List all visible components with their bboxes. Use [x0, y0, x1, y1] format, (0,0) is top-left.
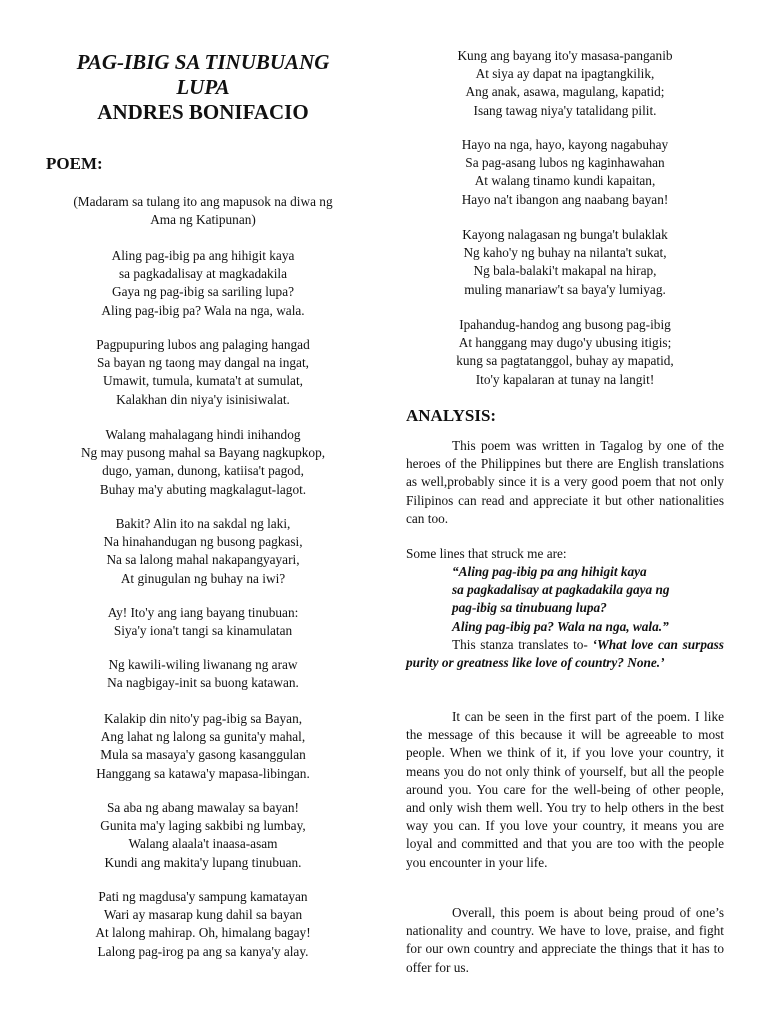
- verse-line: Siya'y iona't tangi sa kinamulatan: [113, 623, 293, 639]
- verse-line: At lalong mahirap. Oh, himalang bagay!: [95, 925, 311, 941]
- verse-line: Pagpupuring lubos ang palaging hangad: [96, 337, 310, 352]
- verse-line: At hanggang may dugo'y ubusing itigis;: [458, 335, 672, 351]
- verse-line: Ng kawili-wiling liwanang ng araw: [108, 657, 298, 672]
- verse-line: At walang tinamo kundi kapaitan,: [474, 173, 656, 189]
- verse-line: Hayo na nga, hayo, kayong nagabuhay: [461, 137, 669, 152]
- stanza-3: [40, 426, 366, 499]
- verse-line: Ng may pusong mahal sa Bayang nagkupkop,: [80, 445, 326, 461]
- verse-line: Na sa lalong mahal nakapangyayari,: [106, 552, 300, 568]
- verse-line: Aling pag-ibig pa ang hihigit kaya: [111, 248, 295, 263]
- verse-line: Ang anak, asawa, magulang, kapatid;: [465, 84, 665, 100]
- verse-line: Na hinahandugan ng busong pagkasi,: [103, 534, 303, 550]
- author-name: ANDRES BONIFACIO: [97, 100, 309, 124]
- verse-line: Hayo na't ibangon ang naabang bayan!: [461, 191, 669, 207]
- analysis-paragraph-1: This poem was written in Tagalog by one of the heroes of the Philippines but there are English translations as well,probably since it is a very good poem that not only Filipinos can read and appreciate it but other nationalities can too.: [406, 438, 724, 526]
- intro-line: Ama ng Katipunan): [150, 212, 256, 228]
- verse-line: Pati ng magdusa'y sampung kamatayan: [98, 889, 308, 904]
- verse-line: dugo, yaman, dunong, katiisa't pagod,: [102, 463, 304, 479]
- verse-line: Kung ang bayang ito'y masasa-panganib: [457, 48, 673, 63]
- quote-line: sa pagkadalisay at pagkadakila gaya ng: [452, 582, 670, 598]
- stanza-2: [40, 336, 366, 409]
- verse-line: Umawit, tumula, kumata't at sumulat,: [103, 373, 303, 389]
- verse-line: Aling pag-ibig pa? Wala na nga, wala.: [101, 302, 305, 318]
- quoted-stanza: [452, 563, 724, 636]
- verse-line: sa pagkadalisay at magkadakila: [119, 266, 287, 282]
- verse-line: At ginugulan ng buhay na iwi?: [120, 570, 286, 586]
- quote-line: pag-ibig sa tinubuang lupa?: [452, 600, 607, 616]
- stanza-1: [40, 247, 366, 320]
- verse-line: muling manariaw't sa baya'y lumiyag.: [464, 281, 666, 297]
- verse-line: Na nagbigay-init sa buong katawan.: [107, 675, 299, 691]
- intro-line: (Madaram sa tulang ito ang mapusok na diwa ng: [73, 194, 333, 209]
- verse-line: Kalakhan din niya'y isinisiwalat.: [116, 391, 290, 407]
- poem-intro: [40, 193, 366, 229]
- translation-text: ‘What love can surpass purity or greatness like love of country? None.’: [406, 637, 724, 671]
- title-line-2: LUPA: [176, 75, 230, 99]
- stanza-9: [40, 888, 366, 961]
- verse-line: Sa aba ng abang mawalay sa bayan!: [107, 800, 299, 815]
- stanza-11: [406, 136, 724, 209]
- stanza-13: [406, 316, 724, 389]
- verse-line: Mula sa masaya'y gasong kasanggulan: [100, 747, 306, 763]
- verse-line: Sa pag-asang lubos ng kaginhawahan: [465, 155, 665, 171]
- verse-line: kung sa pagtatanggol, buhay ay mapatid,: [456, 353, 674, 369]
- poem-title: [40, 50, 366, 125]
- verse-line: Buhay ma'y abuting magkalagut-lagot.: [99, 481, 307, 497]
- stanza-5: [40, 604, 366, 640]
- verse-line: Kayong nalagasan ng bunga't bulaklak: [462, 227, 668, 242]
- stanza-4: [40, 515, 366, 588]
- quote-line: Aling pag-ibig pa? Wala na nga, wala.”: [452, 618, 669, 634]
- verse-line: Ng bala-balaki't makapal na hirap,: [473, 263, 657, 279]
- lines-intro: Some lines that struck me are:: [406, 546, 567, 561]
- analysis-heading: ANALYSIS:: [406, 406, 497, 425]
- verse-line: At siya ay dapat na ipagtangkilik,: [475, 66, 655, 82]
- verse-line: Wari ay masarap kung dahil sa bayan: [103, 907, 303, 923]
- translation-paragraph: [406, 636, 724, 672]
- verse-line: Gaya ng pag-ibig sa sariling lupa?: [111, 284, 295, 300]
- verse-line: Lalong pag-irog pa ang sa kanya'y alay.: [97, 943, 309, 959]
- analysis-paragraph-2: It can be seen in the first part of the poem. I like the message of this because it will be agreeable to most people. When we think of it, if you love your country, it means you do not only think of yourself, but all the people around you. You care for the well-being of other people, and only wish them well. You try to help others in the best way you can. If you love your country, it means you are loyal and committed and that you are too with the people you encounter in your life.: [406, 709, 724, 870]
- verse-line: Ipahandug-handog ang busong pag-ibig: [459, 317, 671, 332]
- verse-line: Walang mahalagang hindi inihandog: [105, 427, 301, 442]
- quote-line: “Aling pag-ibig pa ang hihigit kaya: [452, 564, 647, 579]
- title-line-1: PAG-IBIG SA TINUBUANG: [76, 50, 330, 74]
- verse-line: Bakit? Alin ito na sakdal ng laki,: [115, 516, 291, 531]
- analysis-paragraph-3: Overall, this poem is about being proud of one’s nationality and country. We have to love, praise, and fight for our own country and appreciate the things that it has to offer for us.: [406, 905, 724, 974]
- stanza-12: [406, 226, 724, 299]
- translation-prefix: This stanza translates to-: [452, 637, 593, 652]
- verse-line: Ng kaho'y ng buhay na nilanta't sukat,: [463, 245, 667, 261]
- stanza-8: [40, 799, 366, 872]
- verse-line: Gunita ma'y laging sakbibi ng lumbay,: [100, 818, 306, 834]
- stanza-7: [40, 710, 366, 783]
- verse-line: Ito'y kapalaran at tunay na langit!: [475, 371, 655, 387]
- stanza-10: [406, 47, 724, 120]
- poem-heading: POEM:: [46, 154, 103, 173]
- verse-line: Ang lahat ng lalong sa gunita'y mahal,: [100, 729, 306, 745]
- verse-line: Hanggang sa katawa'y mapasa-libingan.: [96, 765, 310, 781]
- verse-line: Kalakip din nito'y pag-ibig sa Bayan,: [103, 711, 303, 726]
- stanza-6: [40, 656, 366, 692]
- verse-line: Kundi ang makita'y lupang tinubuan.: [104, 854, 302, 870]
- verse-line: Sa bayan ng taong may dangal na ingat,: [97, 355, 309, 371]
- verse-line: Isang tawag niya'y tatalidang pilit.: [473, 102, 657, 118]
- verse-line: Ay! Ito'y ang iang bayang tinubuan:: [107, 605, 299, 620]
- verse-line: Walang alaala't inaasa-asam: [128, 836, 278, 852]
